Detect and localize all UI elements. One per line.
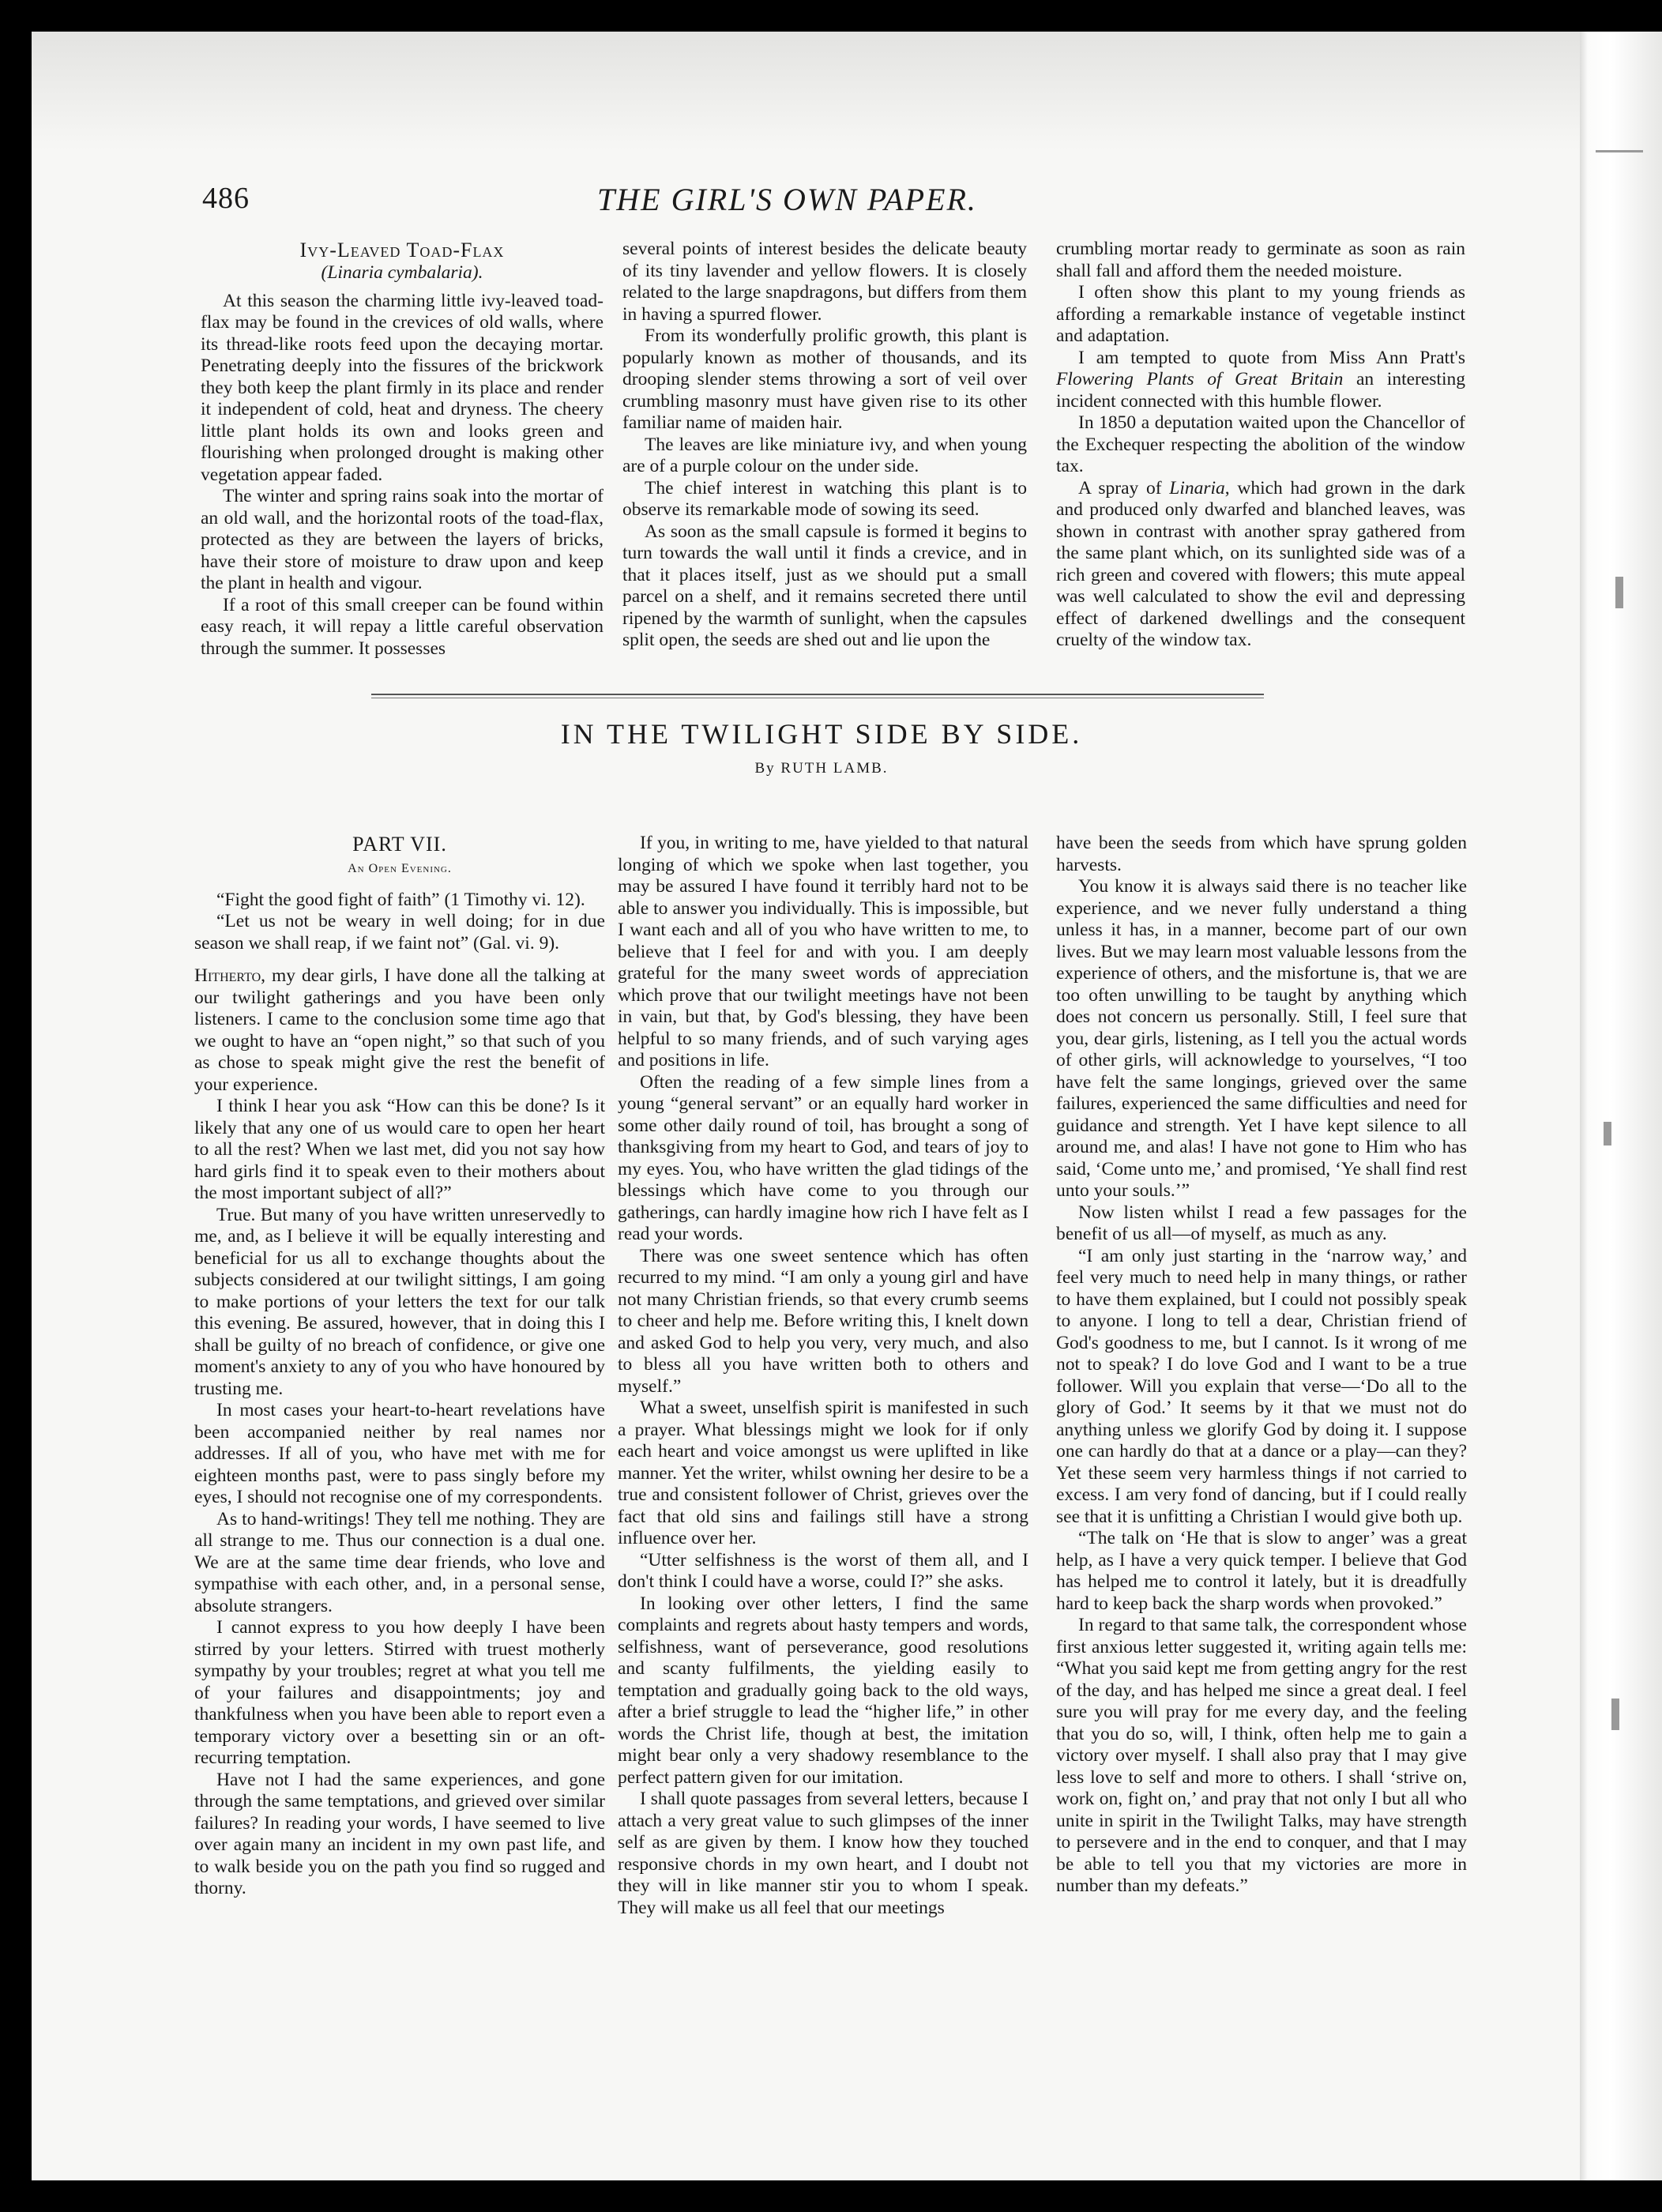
paragraph: In 1850 a deputation waited upon the Chancellor of the Exchequer respecting the abolition of the window tax. [1056, 412, 1465, 476]
page [32, 32, 1580, 2180]
book-title: Flowering Plants of Great Britain [1056, 369, 1344, 389]
paragraph [194, 965, 605, 1096]
page-header [202, 178, 1071, 225]
paragraph: “I am only just starting in the ‘narrow way,’ and feel very much to need help in many things, or rather to have them explained, but I could not possibly speak to anyone. I long to tell a dear, Christian friend of God's goodness to me, but I cannot. Is it wrong of me not to speak? I do love God and I want to be a true follower. Will you explain that verse—‘Do all to the glory of God.’ It seems by it that we must not do anything unless we glorify God by doing it. I suppose one can hardly do that at a dance or a play—can they? Yet these seem very harmless things if not carried to excess. I am very fond of dancing, but if I could really see that it is unfitting a Christian I would give both up. [1056, 1245, 1467, 1527]
story-title: IN THE TWILIGHT SIDE BY SIDE. [560, 718, 1083, 750]
toadflax-column-2 [622, 239, 1027, 652]
paragraph: As to hand-writings! They tell me nothing. They are all strange to me. Thus our connection is a dual one. We are at the same time dear friends, who love and sympathise with each other, and, in a personal sense, absolute strangers. [194, 1508, 605, 1616]
toadflax-column-1 [201, 239, 604, 660]
paragraph: Now listen whilst I read a few passages for the benefit of us all—of myself, as much as any. [1056, 1202, 1467, 1244]
part-subtitle: An Open Evening. [348, 862, 452, 875]
paragraph: Have not I had the same experiences, and gone through the same temptations, and grieved over similar failures? In reading your words, I have seemed to live over again many an incident in my own past life, and to walk beside you on the path you find so rugged and thorny. [194, 1769, 605, 1898]
paragraph: “Utter selfishness is the worst of them all, and I don't think I could have a worse, could I?” she asks. [618, 1549, 1028, 1592]
text-run: , which had grown in the dark and produced only dwarfed and blanched leaves, was shown in contrast with another spray gathered from the same plant which, on its sunlighted side was of a rich green and covered with flowers; this mute appeal was well calculated to show the evil and depressing effect of darkened dwellings and the consequent cruelty of the window tax. [1056, 477, 1465, 650]
toadflax-subtitle: (Linaria cymbalaria). [321, 262, 483, 283]
paragraph: In looking over other letters, I find the same complaints and regrets about hasty tempers and words, selfishness, want of perseverance, good resolutions and scanty fulfilments, the yielding easily to temptation and gradually going back to the old ways, after a brief struggle to lead the “higher life,” in other words the Christ life, though at best, the imitation might bear only a very shadowy resemblance to the perfect pattern given for our imitation. [618, 1593, 1028, 1788]
publication-title: THE GIRL'S OWN PAPER. [597, 182, 977, 217]
paragraph: If a root of this small creeper can be found within easy reach, it will repay a little careful observation through the summer. It possesses [201, 594, 604, 659]
toadflax-title: Ivy-Leaved Toad-Flax [299, 239, 505, 261]
paragraph: You know it is always said there is no teacher like experience, and we never fully understand a thing unless it has, in a manner, become part of our own lives. But we may learn most valuable lessons from the experience of others, and the misfortune is, that we are too often unwilling to be taught by anything which does not concern us personally. Still, I feel sure that you, dear girls, listening, as I tell you the actual words of other girls, will acknowledge to yourselves, “I too have felt the same longings, grieved over the same failures, experienced the same difficulties and need for guidance and strength. Yet I have kept silence to all around me, and alas! I have not gone to Him who has said, ‘Come unto me,’ and promised, ‘Ye shall find rest unto your souls.’” [1056, 876, 1467, 1201]
text-run: A spray of [1078, 477, 1170, 498]
paragraph: In most cases your heart-to-heart revelations have been accompanied neither by real names nor addresses. If all of you, who have met with me for eighteen months past, were to pass singly before my eyes, I should not recognise one of my correspondents. [194, 1400, 605, 1507]
page-top-shadow [32, 32, 1580, 150]
paragraph: several points of interest besides the delicate beauty of its tiny lavender and yellow flowers. It is closely related to the large snapdragons, but differs from them in having a spurred flower. [622, 239, 1027, 325]
paragraph [1056, 348, 1465, 413]
paragraph: What a sweet, unselfish spirit is manifested in such a prayer. What blessings might we look for if only each heart and voice amongst us were uplifted in like manner. Yet the writer, whilst owning her desire to be a true and consistent follower of Christ, grieves over the fact that old sins and failings still have a strong influence over her. [618, 1398, 1028, 1548]
paragraph: The winter and spring rains soak into the mortar of an old wall, and the horizontal roots of the toad-flax, protected as they are between the layers of bricks, have their store of moisture to draw upon and keep the plant in health and vigour. [201, 486, 604, 593]
paragraph [1056, 478, 1465, 652]
paragraph: Often the reading of a few simple lines from a young “general servant” or an equally hard worker in some other daily round of toil, has brought a song of thanksgiving from my heart to God, and tears of joy to my eyes. You, who have written the glad tidings of the blessings which have come to you through our gatherings, can hardly imagine how rich I have felt as I read your words. [618, 1071, 1028, 1244]
paragraph: The chief interest in watching this plant is to observe its remarkable mode of sowing its seed. [622, 477, 1027, 520]
paragraph: At this season the charming little ivy-leaved toad-flax may be found in the crevices of old walls, where its thread-like roots feed upon the decaying mortar. Penetrating deeply into the fissures of the brickwork they both keep the plant firmly in its place and render it independent of cold, heat and dryness. The cheery little plant holds its own and looks green and flourishing when prolonged drought is making other vegetation appear faded. [201, 290, 604, 485]
twilight-column-1 [194, 833, 605, 1900]
epigraph: “Fight the good fight of faith” (1 Timothy vi. 12). [216, 889, 585, 910]
section-divider [371, 694, 1264, 700]
paragraph: There was one sweet sentence which has often recurred to my mind. “I am only a young girl and have not many Christian friends, so that every crumb seems to cheer and help me. Before writing this, I knelt down and asked God to help you very, very much, and also to bless all you have written both to others and myself.” [618, 1245, 1028, 1397]
paragraph: have been the seeds from which have sprung golden harvests. [1056, 833, 1467, 875]
toadflax-column-3 [1056, 239, 1465, 652]
text-run: an interesting incident connected with this humble flower. [1056, 369, 1465, 412]
paragraph: In regard to that same talk, the correspondent whose first anxious letter suggested it, writing again tells me: “What you said kept me from getting angry for the rest of the day, and has helped me since a great deal. I feel sure you will pray for me every day, and the feeling that you do so, will, I think, often help me to gain a victory over myself. I shall also pray that I may give less love to self and more to others. I shall ‘strive on, work on, fight on,’ and pray that not only I but all who unite in spirit in the Twilight Talks, may have strength to persevere and in the end to conquer, and that I may be able to tell you that my victories are more in number than my defeats.” [1056, 1615, 1467, 1896]
paragraph: crumbling mortar ready to germinate as soon as rain shall fall and afford them the needed moisture. [1056, 239, 1465, 281]
paragraph: “The talk on ‘He that is slow to anger’ was a great help, as I have a very quick temper. I believe that God has helped me to control it lately, but it is dreadfully hard to keep back the sharp words when provoked.” [1056, 1528, 1467, 1614]
paragraph: I often show this plant to my young friends as affording a remarkable instance of vegetable instinct and adaptation. [1056, 282, 1465, 346]
paragraph: From its wonderfully prolific growth, this plant is popularly known as mother of thousands, and its drooping slender stems throwing a sort of veil over crumbling masonry must have given rise to its other familiar name of maiden hair. [622, 325, 1027, 433]
text-run: my dear girls, I have done all the talking at our twilight gatherings and you have been only listeners. I came to the conclusion some time ago that we ought to have an “open night,” so that such of you as chose to speak might give the rest the benefit of your experience. [194, 965, 606, 1095]
paragraph: I think I hear you ask “How can this be done? Is it likely that any one of us would care to open her heart to all the rest? When we last met, did you not say how hard girls find it to speak even to their mothers about the most important subject of all?” [194, 1096, 605, 1203]
paragraph: I cannot express to you how deeply I have been stirred by your letters. Stirred with truest motherly sympathy by your troubles; regret at what you tell me of your failures and disappointments; joy and thankfulness when you have been able to report even a temporary victory over a besetting sin or an oft-recurring temptation. [194, 1617, 605, 1768]
twilight-column-3 [1056, 833, 1467, 1898]
paragraph: The leaves are like miniature ivy, and when young are of a purple colour on the under side. [622, 434, 1027, 476]
plant-name: Linaria [1169, 477, 1225, 498]
page-number: 486 [202, 182, 250, 215]
paragraph: True. But many of you have written unreservedly to me, and, as I believe it will be equally interesting and beneficial for us all to exchange thoughts about the subjects considered at our twilight sittings, I am going to make portions of your letters the text for our talk this evening. Be assured, however, that in doing this I shall be guilty of no breach of confidence, or give one moment's anxiety to any of you who have honoured by trusting me. [194, 1204, 605, 1399]
epigraph: “Let us not be weary in well doing; for in due season we shall reap, if we faint not” (Gal. vi. 9). [194, 911, 605, 954]
text-run: I am tempted to quote from Miss Ann Pratt's [1078, 347, 1465, 368]
byline: By RUTH LAMB. [754, 760, 889, 777]
paragraph: I shall quote passages from several letters, because I attach a very great value to such glimpses of the inner self as are given by them. I know how they touched responsive chords in my own heart, and I doubt not they will in like manner stir you to whom I speak. They will make us all feel that our meetings [618, 1789, 1028, 1918]
adjacent-page-edge [1580, 32, 1662, 2180]
lead-in: Hitherto, [194, 965, 266, 986]
twilight-column-2 [618, 833, 1028, 1919]
paragraph: If you, in writing to me, have yielded to that natural longing of which we spoke when last together, you may be assured I have found it terribly hard not to be able to answer you individually. This is impossible, but I want each and all of you who have written to me, to believe that I feel for and with you. I am deeply grateful for the many sweet words of appreciation which prove that our twilight meetings have not been in vain, but that, by God's blessing, they have been helpful to so many friends, and of such varying ages and positions in life. [618, 833, 1028, 1070]
paragraph: As soon as the small capsule is formed it begins to turn towards the wall until it finds a crevice, and in that it places itself, just as we should put a small parcel on a shelf, and it remains secreted there until ripened by the warmth of sunlight, when the capsules split open, the seeds are shed out and lie upon the [622, 521, 1027, 650]
part-heading: PART VII. [352, 833, 447, 856]
